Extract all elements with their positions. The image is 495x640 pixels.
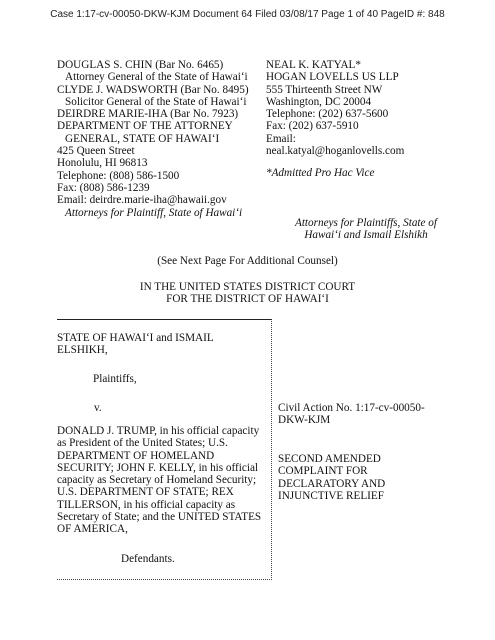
- spacer: [266, 157, 466, 167]
- counsel-line: GENERAL, STATE OF HAWAI‘I: [65, 132, 220, 145]
- counsel-line: Attorney General of the State of Hawai‘i: [65, 71, 248, 84]
- defendant-names: [57, 425, 261, 536]
- defendant-line: capacity as Secretary of Homeland Security;: [57, 474, 257, 487]
- counsel-line: CLYDE J. WADSWORTH (Bar No. 8495): [57, 83, 249, 96]
- versus-label: v.: [94, 402, 102, 414]
- civil-action-line: Civil Action No. 1:17-cv-00050-: [278, 402, 425, 414]
- complaint-line: DECLARATORY AND: [278, 477, 386, 490]
- counsel-line: Telephone: (202) 637-5600: [266, 108, 389, 121]
- defendant-line: DONALD J. TRUMP, in his official capacity: [57, 425, 260, 437]
- admitted-note: *Admitted Pro Hac Vice: [266, 167, 375, 180]
- counsel-line: DEIRDRE MARIE-IHA (Bar No. 7923): [57, 108, 239, 121]
- counsel-line: Fax: (202) 637-5910: [266, 120, 359, 133]
- complaint-line: INJUNCTIVE RELIEF: [278, 489, 384, 502]
- defendant-line: DEPARTMENT OF HOMELAND: [57, 449, 215, 462]
- counsel-line: NEAL K. KATYAL*: [266, 59, 361, 71]
- defendant-line: SECURITY; JOHN F. KELLY, in his official: [57, 461, 259, 474]
- court-line: IN THE UNITED STATES DISTRICT COURT: [139, 281, 356, 293]
- counsel-line: HOGAN LOVELLS US LLP: [266, 71, 399, 84]
- counsel-line: Solicitor General of the State of Hawai‘i: [65, 95, 247, 108]
- attorneys-for-right: [266, 217, 466, 242]
- plaintiff-line: ELSHIKH,: [57, 344, 108, 357]
- left-counsel-block: [57, 59, 267, 219]
- defendant-line: as President of the United States; U.S.: [57, 437, 228, 450]
- civil-action-line: DKW-KJM: [278, 414, 331, 427]
- court-title: [0, 281, 495, 306]
- case-header: Case 1:17-cv-00050-DKW-KJM Document 64 Filed 03/08/17 Page 1 of 40 PageID #: 848: [50, 9, 445, 20]
- counsel-line: 425 Queen Street: [57, 145, 135, 158]
- right-counsel-block: [266, 59, 466, 180]
- plaintiffs-label: Plaintiffs,: [93, 373, 137, 385]
- counsel-line: Telephone: (808) 586-1500: [57, 169, 180, 182]
- defendant-line: OF AMERICA,: [57, 523, 128, 536]
- court-line: FOR THE DISTRICT OF HAWAI‘I: [166, 293, 329, 306]
- defendants-label: Defendants.: [121, 553, 175, 565]
- counsel-line: DEPARTMENT OF THE ATTORNEY: [57, 120, 233, 133]
- complaint-line: SECOND AMENDED: [278, 453, 381, 465]
- attorneys-for-left: Attorneys for Plaintiff, State of Hawai‘i: [65, 206, 243, 219]
- attorneys-line: Hawai‘i and Ismail Elshikh: [304, 229, 428, 242]
- counsel-line: Honolulu, HI 96813: [57, 157, 148, 170]
- attorneys-line: Attorneys for Plaintiffs, State of: [294, 217, 437, 229]
- defendant-line: TILLERSON, in his official capacity as: [57, 498, 236, 511]
- counsel-email: Email: deirdre.marie-iha@hawaii.gov: [57, 194, 227, 207]
- additional-counsel-note: (See Next Page For Additional Counsel): [157, 255, 338, 267]
- counsel-line: DOUGLAS S. CHIN (Bar No. 6465): [57, 59, 224, 71]
- civil-action-number: [278, 402, 425, 427]
- counsel-line: Washington, DC 20004: [266, 95, 372, 108]
- plaintiff-names: [57, 332, 214, 357]
- complaint-title: [278, 453, 385, 502]
- counsel-email: neal.katyal@hoganlovells.com: [266, 145, 405, 158]
- defendant-line: U.S. DEPARTMENT OF STATE; REX: [57, 486, 234, 499]
- defendant-line: Secretary of State; and the UNITED STATES: [57, 511, 262, 524]
- counsel-line: Fax: (808) 586-1239: [57, 181, 150, 194]
- plaintiff-line: STATE OF HAWAI‘I and ISMAIL: [57, 332, 214, 344]
- counsel-line: Email:: [266, 132, 296, 145]
- complaint-line: COMPLAINT FOR: [278, 465, 368, 478]
- counsel-line: 555 Thirteenth Street NW: [266, 83, 383, 96]
